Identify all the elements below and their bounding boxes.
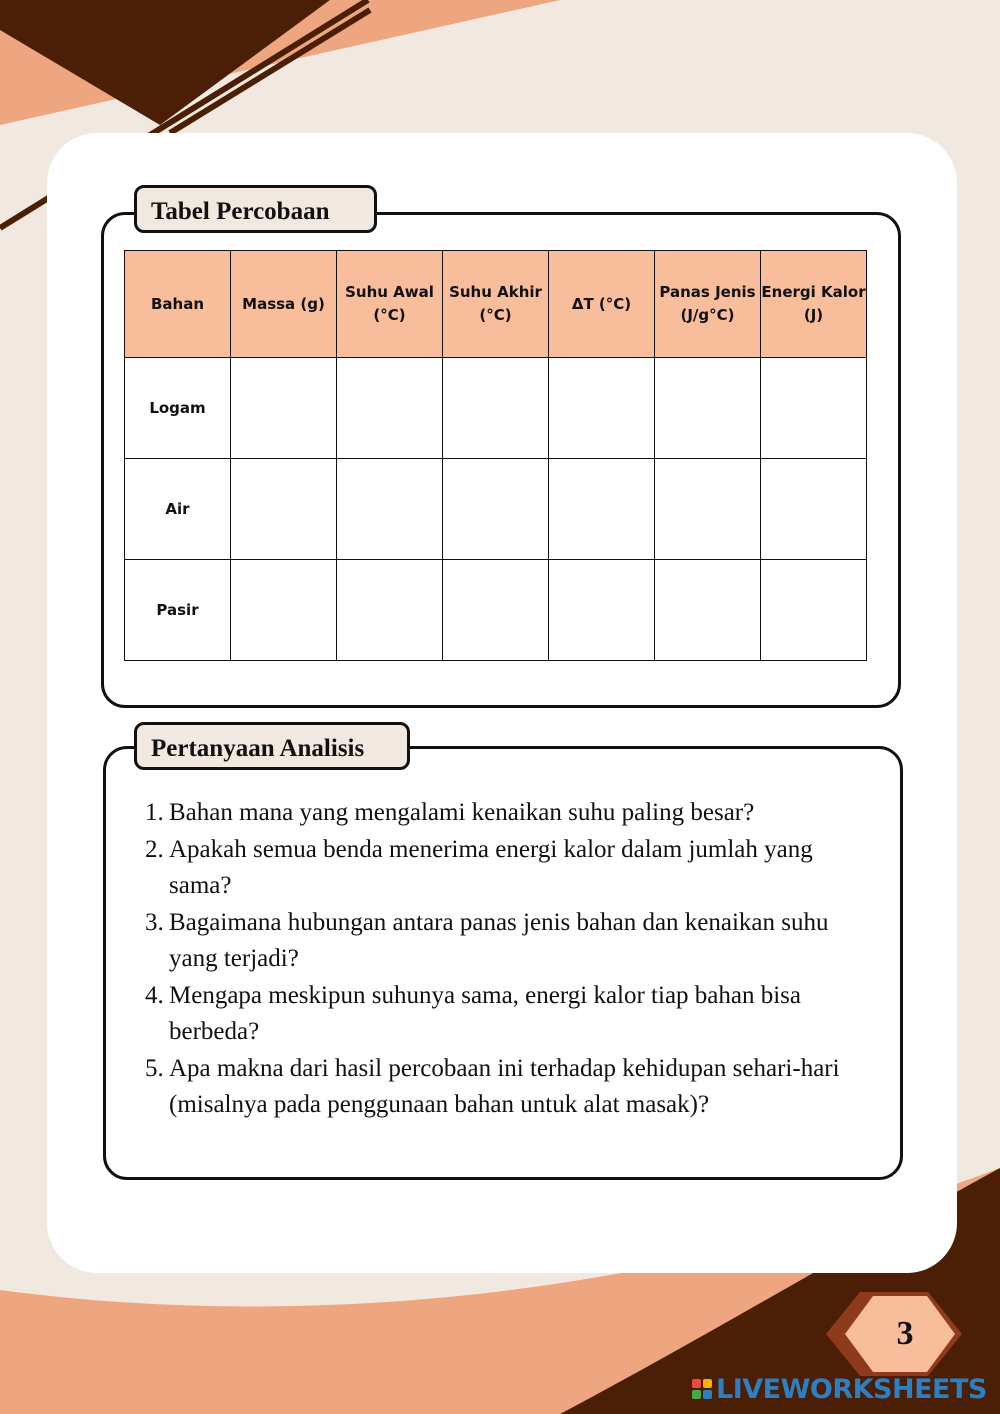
table-header-row xyxy=(125,251,867,358)
table-cell[interactable] xyxy=(655,358,761,459)
question-text: Bagaimana hubungan antara panas jenis bahan dan kenaikan suhu yang terjadi? xyxy=(169,908,829,972)
page-number: 3 xyxy=(896,1315,914,1352)
brand-text: LIVEWORKSHEETS xyxy=(716,1373,987,1405)
header-suhu-akhir: Suhu Akhir (°C) xyxy=(443,251,549,358)
list-item xyxy=(145,832,875,905)
experiment-table xyxy=(124,250,867,661)
analysis-section-title: Pertanyaan Analisis xyxy=(134,722,410,770)
table-cell[interactable] xyxy=(231,560,337,661)
question-number: 2. xyxy=(145,835,164,863)
logo-square xyxy=(692,1379,701,1388)
question-list xyxy=(145,795,875,1124)
question-number: 3. xyxy=(145,908,164,936)
row-label-pasir: Pasir xyxy=(125,560,231,661)
table-cell[interactable] xyxy=(443,459,549,560)
table-cell[interactable] xyxy=(443,560,549,661)
table-cell[interactable] xyxy=(761,560,867,661)
table-cell[interactable] xyxy=(443,358,549,459)
table-section-title: Tabel Percobaan xyxy=(134,185,377,233)
header-energi-kalor: Energi Kalor (J) xyxy=(761,251,867,358)
list-item xyxy=(145,905,875,978)
question-text: Apa makna dari hasil percobaan ini terhadap kehidupan sehari-hari (misalnya pada penggunaan bahan untuk alat masak)? xyxy=(169,1054,840,1118)
logo-square xyxy=(692,1390,701,1399)
header-suhu-awal: Suhu Awal (°C) xyxy=(337,251,443,358)
header-bahan: Bahan xyxy=(125,251,231,358)
header-delta-t: ΔT (°C) xyxy=(549,251,655,358)
table-cell[interactable] xyxy=(761,459,867,560)
table-cell[interactable] xyxy=(655,560,761,661)
table-cell[interactable] xyxy=(761,358,867,459)
table-cell[interactable] xyxy=(337,560,443,661)
question-number: 5. xyxy=(145,1054,164,1082)
table-cell[interactable] xyxy=(549,459,655,560)
table-row xyxy=(125,459,867,560)
table-cell[interactable] xyxy=(231,358,337,459)
table-row xyxy=(125,358,867,459)
table-cell[interactable] xyxy=(549,560,655,661)
question-number: 4. xyxy=(145,981,164,1009)
row-label-air: Air xyxy=(125,459,231,560)
list-item xyxy=(145,795,875,832)
table-cell[interactable] xyxy=(231,459,337,560)
table-row xyxy=(125,560,867,661)
header-massa: Massa (g) xyxy=(231,251,337,358)
liveworksheets-logo-icon xyxy=(692,1379,712,1399)
logo-square xyxy=(703,1390,712,1399)
row-label-logam: Logam xyxy=(125,358,231,459)
logo-square xyxy=(703,1379,712,1388)
liveworksheets-brand[interactable] xyxy=(692,1372,987,1406)
list-item xyxy=(145,978,875,1051)
question-number: 1. xyxy=(145,799,164,826)
table-cell[interactable] xyxy=(337,358,443,459)
table-cell[interactable] xyxy=(337,459,443,560)
list-item xyxy=(145,1051,875,1124)
table-cell[interactable] xyxy=(655,459,761,560)
question-text: Apakah semua benda menerima energi kalor dalam jumlah yang sama? xyxy=(169,835,813,899)
table-cell[interactable] xyxy=(549,358,655,459)
header-panas-jenis: Panas Jenis (J/g°C) xyxy=(655,251,761,358)
question-text: Bahan mana yang mengalami kenaikan suhu paling besar? xyxy=(169,799,755,826)
question-text: Mengapa meskipun suhunya sama, energi kalor tiap bahan bisa berbeda? xyxy=(169,981,802,1045)
